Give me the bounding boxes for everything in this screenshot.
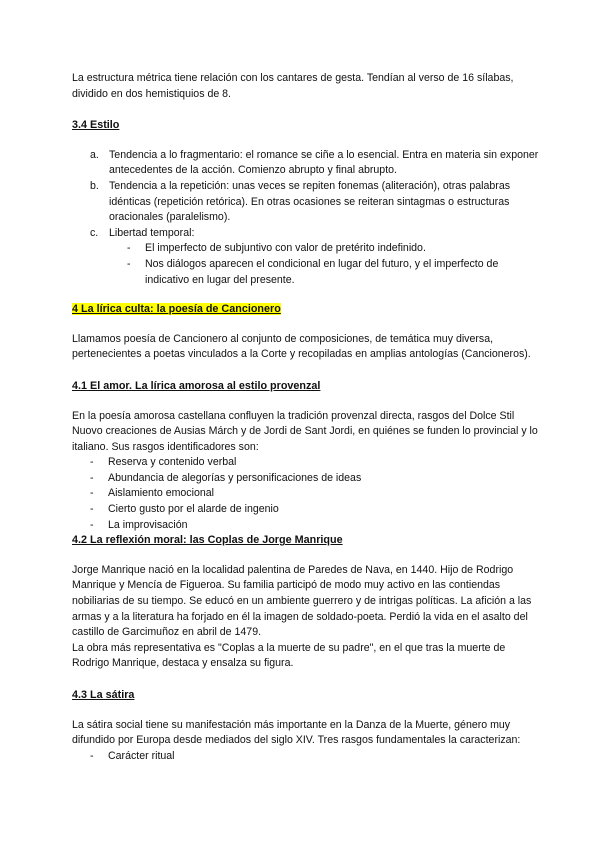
estilo-list bbox=[72, 148, 540, 288]
list-item bbox=[72, 226, 540, 288]
list-marker: b. bbox=[90, 179, 99, 192]
paragraph-metrica: La estructura métrica tiene relación con los cantares de gesta. Tendían al verso de 16 sílabas, dividido en dos hemistiquios de 8. bbox=[72, 72, 514, 100]
highlighted-heading-text: 4 La lírica culta: la poesía de Cancionero bbox=[72, 303, 281, 316]
list-marker: - bbox=[127, 257, 131, 270]
heading-reflexion: 4.2 La reflexión moral: las Coplas de Jorge Manrique bbox=[72, 534, 343, 547]
list-marker: - bbox=[90, 503, 94, 516]
list-item-text: Reserva y contenido verbal bbox=[108, 456, 237, 469]
list-item-text: Cierto gusto por el alarde de ingenio bbox=[108, 503, 279, 516]
list-item bbox=[72, 486, 540, 502]
list-item bbox=[109, 241, 540, 257]
paragraph-manrique-1: Jorge Manrique nació en la localidad palentina de Paredes de Nava, en 1440. Hijo de Rodrigo Manrique y Mencía de Figueroa. Su familia participó de modo muy activo en las contiendas nobiliarias de su tiempo. Se educó en un ambiente guerrero y de intrigas políticas. La afición a las armas y a la literatura ha forjado en él la imagen de soldado-poeta. Perdió la vida en el asalto del castillo de Garcimuñoz en abril de 1479. bbox=[72, 563, 532, 639]
list-item-text: Libertad temporal: bbox=[109, 226, 195, 239]
list-item bbox=[109, 257, 540, 288]
heading-lirica-culta bbox=[72, 302, 540, 318]
paragraph-satira-intro: La sátira social tiene su manifestación más importante en la Danza de la Muerte, género muy difundido por Europa desde mediados del siglo XIV. Tres rasgos fundamentales la caracterizan: bbox=[72, 718, 521, 747]
list-item-text: Abundancia de alegorías y personificaciones de ideas bbox=[108, 471, 362, 484]
heading-amor: 4.1 El amor. La lírica amorosa al estilo provenzal bbox=[72, 379, 321, 392]
list-item bbox=[72, 455, 540, 471]
list-marker: - bbox=[90, 471, 94, 484]
list-item-text: Tendencia a la repetición: unas veces se repiten fonemas (aliteración), otras palabras idénticas (repetición retórica). En otras ocasiones se reiteran sintagmas o estructuras oracionales (paralelismo). bbox=[109, 179, 511, 224]
list-marker: - bbox=[90, 749, 94, 762]
list-item-text: Aislamiento emocional bbox=[108, 487, 214, 500]
list-item-text: Tendencia a lo fragmentario: el romance se ciñe a lo esencial. Entra en materia sin exponer antecedentes de la acción. Comienzo abrupto y final abrupto. bbox=[109, 148, 539, 177]
list-marker: - bbox=[127, 242, 131, 255]
list-marker: a. bbox=[90, 148, 99, 161]
list-marker: c. bbox=[90, 226, 99, 239]
list-item bbox=[72, 749, 540, 765]
list-item bbox=[72, 179, 540, 226]
paragraph-cancionero: Llamamos poesía de Cancionero al conjunto de composiciones, de temática muy diversa, pertenecientes a poetas vinculados a la Corte y recopiladas en amplias antologías (Cancioneros). bbox=[72, 332, 531, 361]
list-item-text: La improvisación bbox=[108, 518, 188, 531]
list-marker: - bbox=[90, 456, 94, 469]
list-item-text: Carácter ritual bbox=[108, 749, 175, 762]
list-item bbox=[72, 471, 540, 487]
list-marker: - bbox=[90, 518, 94, 531]
amor-list bbox=[72, 455, 540, 533]
list-item bbox=[72, 502, 540, 518]
heading-satira: 4.3 La sátira bbox=[72, 689, 135, 701]
heading-estilo: 3.4 Estilo bbox=[72, 119, 120, 132]
list-item-text: Nos diálogos aparecen el condicional en lugar del futuro, y el imperfecto de indicativo en lugar del presente. bbox=[145, 257, 499, 286]
libertad-sublist bbox=[109, 241, 540, 288]
list-item bbox=[72, 518, 540, 534]
list-marker: - bbox=[90, 487, 94, 500]
satira-list bbox=[72, 749, 540, 765]
list-item-text: El imperfecto de subjuntivo con valor de pretérito indefinido. bbox=[145, 242, 426, 255]
paragraph-manrique-2: La obra más representativa es "Coplas a la muerte de su padre", en el que tras la muerte de Rodrigo Manrique, destaca y ensalza su figura. bbox=[72, 641, 506, 670]
list-item bbox=[72, 148, 540, 179]
paragraph-amor-intro: En la poesía amorosa castellana confluyen la tradición provenzal directa, rasgos del Dolce Stil Nuovo creaciones de Ausias Márch y de Jordi de Sant Jordi, en quiénes se funden lo provincial y lo italiano. Sus rasgos identificadores son: bbox=[72, 409, 538, 453]
